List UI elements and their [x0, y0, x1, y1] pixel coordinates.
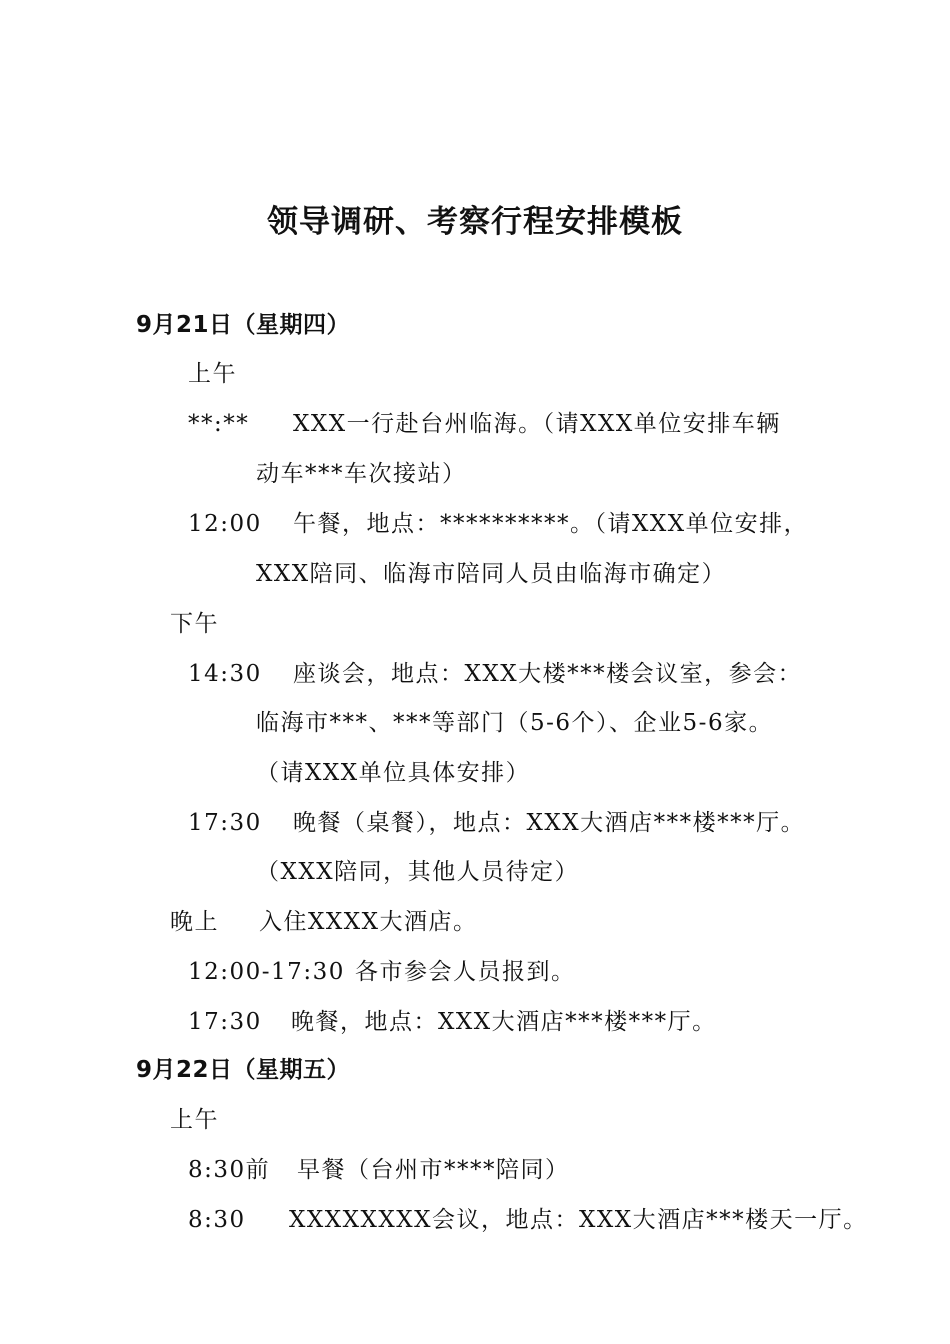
day1-e2-time: 17:30 [188, 1009, 262, 1035]
day1-a2-text-cont: （XXX陪同，其他人员待定） [256, 859, 580, 885]
day1-m2-time: 12:00 [188, 511, 262, 537]
document-title: 领导调研、考察行程安排模板 [267, 204, 683, 240]
day2-m1-text: 早餐（台州市****陪同） [297, 1157, 570, 1183]
day1-m1-text: XXX一行赴台州临海。（请XXX单位安排车辆 [293, 411, 781, 437]
day1-a2-time: 17:30 [188, 810, 262, 836]
day1-m2-text: 午餐，地点：**********。（请XXX单位安排， [293, 511, 809, 537]
day1-a1-time: 14:30 [188, 661, 262, 687]
day1-evening-text: 入住XXXX大酒店。 [259, 909, 478, 935]
day1-a1-text: 座谈会，地点：XXX大楼***楼会议室，参会： [293, 661, 803, 687]
day1-afternoon-label: 下午 [170, 611, 219, 637]
day2-m1-time: 8:30前 [188, 1157, 271, 1183]
day1-evening-label: 晚上 [170, 909, 219, 935]
day1-e2-text: 晚餐，地点：XXX大酒店***楼***厅。 [291, 1009, 717, 1035]
day2-m2-text: XXXXXXXX会议，地点：XXX大酒店***楼天一厅。 [289, 1207, 868, 1233]
day1-date: 9月21日（星期四） [136, 312, 351, 338]
day1-e1-time: 12:00-17:30 [188, 959, 345, 985]
day2-date: 9月22日（星期五） [136, 1057, 351, 1083]
day1-m2-text-cont: XXX陪同、临海市陪同人员由临海市确定） [256, 561, 727, 587]
day1-a1-text-cont: 临海市***、***等部门（5-6个）、企业5-6家。 [256, 710, 774, 736]
day1-a2-text: 晚餐（桌餐），地点：XXX大酒店***楼***厅。 [293, 810, 806, 836]
day2-m2-time: 8:30 [188, 1207, 246, 1233]
day1-m1-time: **:** [188, 411, 250, 437]
day1-morning-label: 上午 [188, 361, 237, 387]
day1-a1-text-cont2: （请XXX单位具体安排） [256, 760, 531, 786]
day1-m1-text-cont: 动车***车次接站） [256, 461, 467, 487]
day1-e1-text: 各市参会人员报到。 [355, 959, 576, 985]
day2-morning-label: 上午 [170, 1107, 219, 1133]
